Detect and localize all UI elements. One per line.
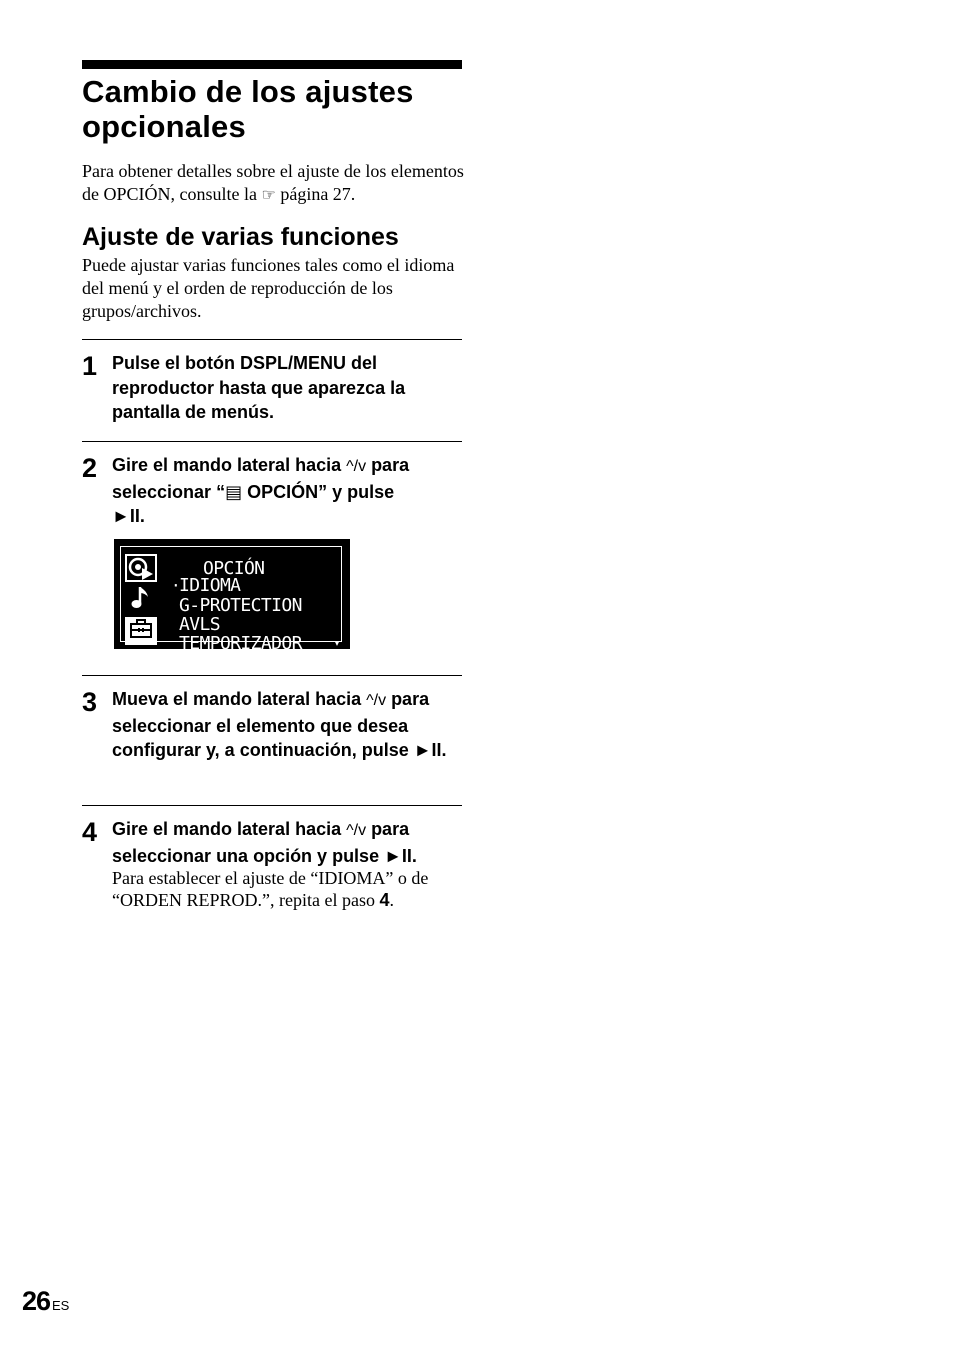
play-pause-icon: ►II <box>112 506 140 526</box>
page-title: Cambio de los ajustes opcionales <box>82 74 414 144</box>
play-pause-icon: ►II <box>413 740 442 760</box>
menu-item: TEMPORIZADOR <box>179 633 302 654</box>
menu-cursor: · <box>171 576 181 595</box>
menu-item: IDIOMA <box>179 575 241 596</box>
up-down-arrows-icon: ^/v <box>346 458 367 475</box>
play-pause-icon: ►II <box>384 845 412 866</box>
music-note-icon <box>125 585 157 613</box>
intro-paragraph: Para obtener detalles sobre el ajuste de los elementos de OPCIÓN, consulte la ☞ página 27. <box>82 160 466 207</box>
menu-item: AVLS <box>179 614 220 635</box>
step-divider <box>82 441 462 442</box>
section-intro: Puede ajustar varias funciones tales como el idioma del menú y el orden de reproducción de los grupos/archivos. <box>82 255 455 321</box>
playback-mode-icon <box>125 554 157 582</box>
up-down-arrows-icon: ^/v <box>346 822 367 839</box>
step-instruction: Gire el mando lateral hacia ^/v para seleccionar “▤ OPCIÓN” y pulse ►II. <box>112 455 410 526</box>
scroll-down-icon: ▾ <box>335 639 340 648</box>
option-toolbox-icon: ▤ <box>225 481 243 502</box>
step-number: 3 <box>82 687 98 717</box>
step-number: 1 <box>82 351 98 381</box>
step-number: 4 <box>82 817 98 847</box>
step-divider <box>82 339 462 340</box>
step-instruction: Gire el mando lateral hacia ^/v para seleccionar una opción y pulse ►II. <box>112 819 417 866</box>
step-divider <box>82 675 462 676</box>
up-down-arrows-icon: ^/v <box>366 692 387 709</box>
menu-item: G-PROTECTION <box>179 595 302 616</box>
menu-title: OPCIÓN <box>203 558 265 579</box>
step-divider <box>82 805 462 806</box>
step-note: Para establecer el ajuste de “IDIOMA” o de “ORDEN REPROD.”, repita el paso 4. <box>112 868 429 910</box>
reference-hand-icon: ☞ <box>261 187 276 204</box>
step-instruction: Pulse el botón DSPL/MENU del reproductor hasta que aparezca la pantalla de menús. <box>112 353 406 422</box>
screen-frame <box>120 546 342 654</box>
option-toolbox-icon <box>125 617 157 645</box>
step-number: 2 <box>82 453 98 483</box>
title-bar-rule <box>82 60 462 69</box>
page-number: 26 <box>22 1286 51 1316</box>
section-title: Ajuste de varias funciones <box>82 223 399 251</box>
device-menu-screen <box>114 539 350 654</box>
page-language: ES <box>52 1298 70 1313</box>
step-instruction: Mueva el mando lateral hacia ^/v para seleccionar el elemento que desea configurar y, a continuación, pulse ►II. <box>112 689 447 760</box>
